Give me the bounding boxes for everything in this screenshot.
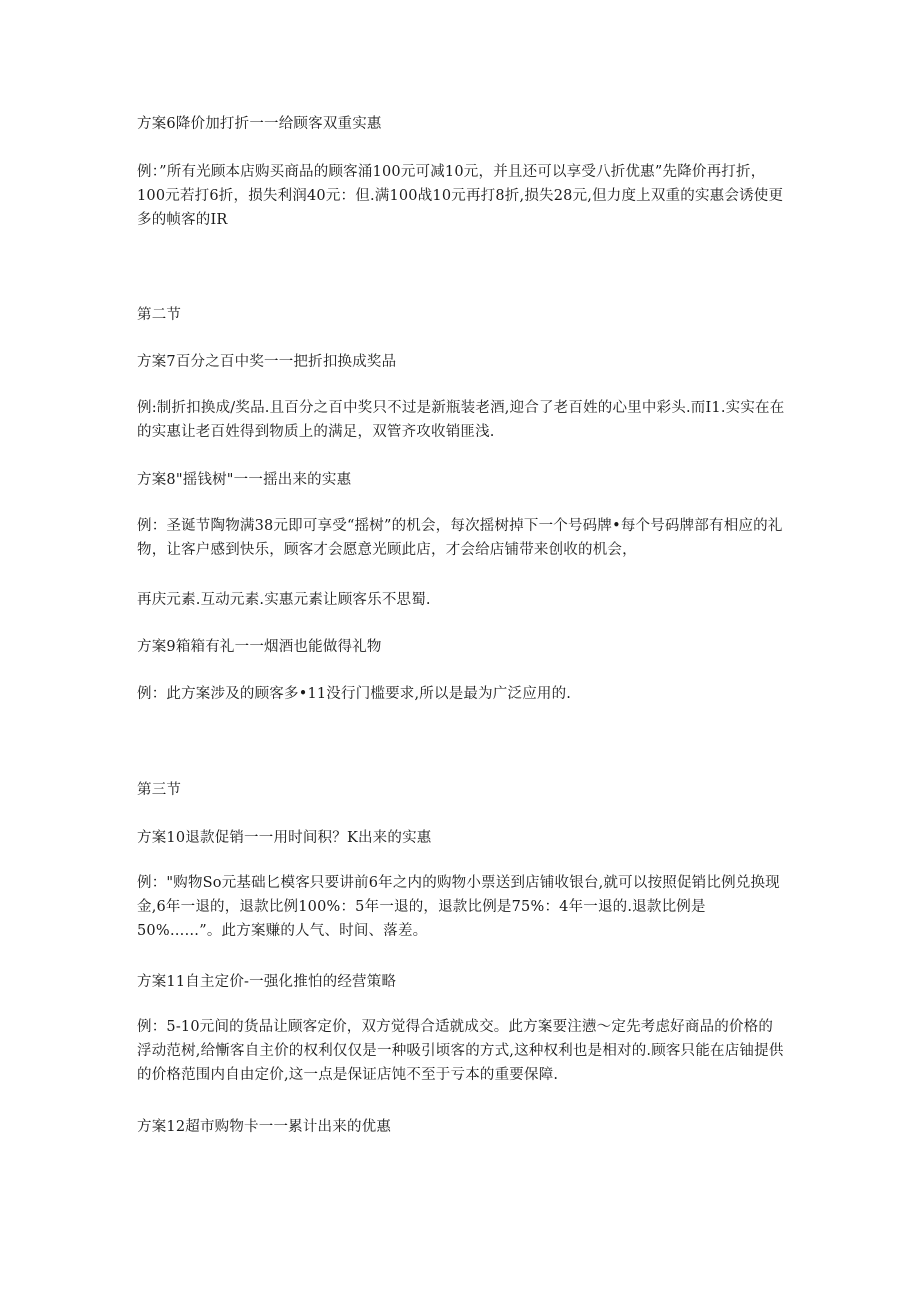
scheme-10-example: 例："购物So元基础匕模客只要讲前6年之内的购物小票送到店铺收银台,就可以按照促销比例兑换现金,6年一退的，退款比例100%：5年一退的，退款比例是75%：4年一退的.退款比例是50%……”。此方案赚的人气、时间、落差。 [137,875,780,939]
scheme-9-heading: 方案9箱箱有礼一一烟酒也能做得礼物 [137,639,382,655]
scheme-6-example: 例：”所有光顾本店购买商品的顾客涌100元可减10元，并且还可以享受八折优惠”先降价再打折，100元若打6折，损失利润40元：但.满100战10元再打8折,损失28元,但力度上双重的实惠会诱使更多的帧客的IR [137,164,784,228]
section-3-heading: 第三节 [137,782,182,798]
scheme-7-example: 例:制折扣换成/奖品.且百分之百中奖只不过是新瓶装老酒,迎合了老百姓的心里中彩头.而I1.实实在在的实惠让老百姓得到物质上的满足，双管齐攻收销匪浅. [137,400,785,440]
scheme-8-note: 再庆元素.互动元素.实惠元素让顾客乐不思蜀. [137,592,431,608]
section-2-heading: 第二节 [137,307,182,323]
scheme-7-heading: 方案7百分之百中奖一一把折扣换成奖品 [137,354,397,370]
scheme-8-heading: 方案8"摇钱树"一一摇出来的实惠 [137,472,352,488]
scheme-9-example: 例：此方案涉及的顾客多•11没行门槛要求,所以是最为广泛应用的. [137,686,572,702]
scheme-8-example: 例：圣诞节陶物满38元即可享受“摇树”的机会，每次摇树掉下一个号码牌•每个号码牌部有相应的礼物，让客户感到快乐，顾客才会愿意光顾此店，才会给店铺带来创收的机会， [137,518,783,558]
scheme-11-heading: 方案11自主定价-一强化推怕的经营策略 [137,974,397,990]
scheme-10-heading: 方案10退款促销一一用时间积？K出来的实惠 [137,830,432,846]
scheme-6-heading: 方案6降价加打折一一给顾客双重实惠 [137,116,382,132]
scheme-11-example: 例：5-10元间的货品让顾客定价，双方觉得合适就成交。此方案要注懑〜定先考虑好商品的价格的浮动范树,给慚客自主价的权利仅仅是一种吸引顷客的方式,这种权利也是相对的.顾客只能在店铀提供的价格范围内自由定价,这一点是保证店饨不至于亏本的重要保障. [137,1019,784,1083]
scheme-12-heading: 方案12超市购物卡一一累计出来的优惠 [137,1119,392,1135]
